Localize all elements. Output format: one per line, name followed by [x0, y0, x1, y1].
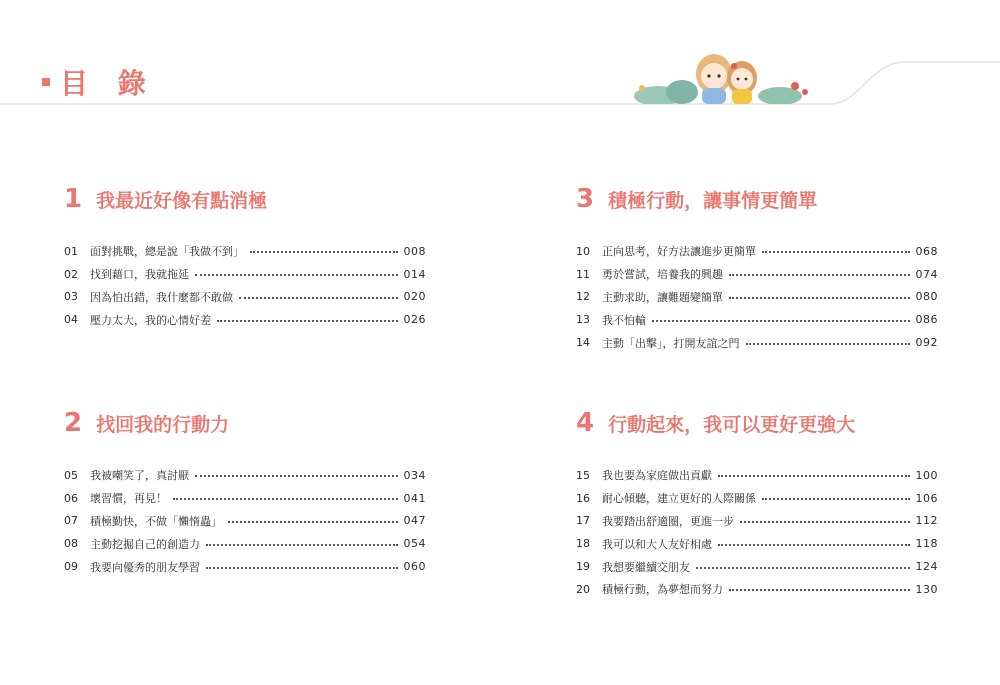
section-title: 行動起來，我可以更好更強大 [608, 414, 856, 436]
section-number: 1 [64, 184, 83, 214]
entry-number: 10 [576, 244, 590, 258]
entry-title: 因為怕出錯，我什麼都不敢做 [90, 290, 233, 304]
entry-number: 11 [576, 267, 590, 281]
entry-number: 16 [576, 491, 590, 505]
entry-number: 06 [64, 491, 78, 505]
entry-title: 我不怕輸 [602, 313, 646, 327]
entry-page: 054 [403, 537, 426, 551]
dot-leader [652, 320, 910, 322]
entry-title: 勇於嘗試，培養我的興趣 [602, 268, 723, 282]
dot-leader [718, 475, 910, 477]
entry-number: 18 [576, 537, 590, 551]
entry-page: 068 [915, 244, 938, 258]
entry-page: 008 [403, 244, 426, 258]
entry-page: 100 [915, 468, 938, 482]
entry-title: 正向思考，好方法讓進步更簡單 [602, 245, 756, 259]
entry-number: 02 [64, 267, 78, 281]
dot-leader [217, 320, 398, 322]
dot-leader [173, 498, 398, 500]
toc-entry[interactable] [576, 578, 938, 601]
cartoon-girls-illustration [630, 48, 830, 104]
dot-leader [729, 274, 910, 276]
entry-number: 20 [576, 582, 590, 596]
entry-title: 我被嘲笑了，真討厭 [90, 469, 189, 483]
entry-page: 092 [915, 336, 938, 350]
dot-leader [729, 589, 910, 591]
toc-heading-text: 目 錄 [60, 67, 156, 100]
entry-page: 080 [915, 290, 938, 304]
toc-entry[interactable] [64, 240, 426, 263]
section-number: 2 [64, 408, 83, 438]
section-header [576, 408, 938, 438]
entry-page: 074 [915, 267, 938, 281]
square-bullet-icon [42, 78, 50, 86]
entry-title: 主動求助，讓難題變簡單 [602, 290, 723, 304]
entry-title: 我可以和大人友好相處 [602, 537, 712, 551]
dot-leader [239, 297, 398, 299]
entry-title: 面對挑戰，總是說「我做不到」 [90, 245, 244, 259]
entry-number: 12 [576, 290, 590, 304]
entry-title: 主動「出擊」，打開友誼之門 [602, 336, 740, 350]
entry-number: 13 [576, 313, 590, 327]
toc-section-1 [64, 184, 426, 331]
toc-section-3 [576, 184, 938, 354]
dot-leader [206, 567, 398, 569]
entry-number: 07 [64, 514, 78, 528]
entry-page: 106 [915, 491, 938, 505]
dot-leader [729, 297, 910, 299]
entry-title: 壞習慣，再見！ [90, 492, 167, 506]
entry-number: 19 [576, 560, 590, 574]
entry-title: 積極勤快，不做「懶惰蟲」 [90, 514, 222, 528]
toc-entry[interactable] [576, 464, 938, 487]
toc-entry[interactable] [64, 510, 426, 533]
dot-leader [228, 521, 398, 523]
toc-entry[interactable] [64, 487, 426, 510]
entry-page: 026 [403, 313, 426, 327]
toc-entry[interactable] [576, 240, 938, 263]
entry-page: 041 [403, 491, 426, 505]
section-header [64, 408, 426, 438]
entry-page: 130 [915, 582, 938, 596]
entry-number: 17 [576, 514, 590, 528]
dot-leader [696, 567, 910, 569]
entry-page: 034 [403, 468, 426, 482]
toc-entry[interactable] [576, 555, 938, 578]
toc-entry[interactable] [576, 532, 938, 555]
toc-entry[interactable] [576, 331, 938, 354]
toc-entry[interactable] [576, 487, 938, 510]
toc-entry[interactable] [64, 263, 426, 286]
toc-entry[interactable] [576, 263, 938, 286]
section-header [576, 184, 938, 214]
entry-page: 060 [403, 560, 426, 574]
dot-leader [762, 498, 910, 500]
dot-leader [195, 475, 398, 477]
dot-leader [740, 521, 910, 523]
toc-section-2 [64, 408, 426, 578]
section-title: 我最近好像有點消極 [96, 190, 268, 212]
entry-title: 積極行動，為夢想而努力 [602, 583, 723, 597]
toc-entry[interactable] [64, 286, 426, 309]
dot-leader [195, 274, 398, 276]
dot-leader [206, 544, 398, 546]
entry-number: 05 [64, 468, 78, 482]
section-header [64, 184, 426, 214]
section-number: 4 [576, 408, 595, 438]
toc-entry[interactable] [64, 464, 426, 487]
entry-number: 14 [576, 336, 590, 350]
toc-entry[interactable] [576, 286, 938, 309]
entry-title: 我要踏出舒適圈，更進一步 [602, 514, 734, 528]
entry-number: 09 [64, 560, 78, 574]
entry-page: 112 [915, 514, 938, 528]
toc-entry[interactable] [576, 308, 938, 331]
toc-entry[interactable] [576, 510, 938, 533]
dot-leader [718, 544, 910, 546]
entry-title: 我也要為家庭做出貢獻 [602, 469, 712, 483]
entry-page: 124 [915, 560, 938, 574]
entry-title: 壓力太大，我的心情好差 [90, 313, 211, 327]
entry-title: 主動挖掘自己的創造力 [90, 537, 200, 551]
entry-title: 找到藉口，我就拖延 [90, 268, 189, 282]
entry-number: 04 [64, 313, 78, 327]
toc-heading [42, 62, 156, 102]
section-title: 積極行動，讓事情更簡單 [608, 190, 818, 212]
section-number: 3 [576, 184, 595, 214]
dot-leader [250, 251, 398, 253]
dot-leader [746, 343, 910, 345]
entry-page: 047 [403, 514, 426, 528]
header-arc-decoration [0, 0, 1000, 120]
entry-number: 15 [576, 468, 590, 482]
dot-leader [762, 251, 910, 253]
entry-page: 014 [403, 267, 426, 281]
entry-title: 我想要繼續交朋友 [602, 560, 690, 574]
section-title: 找回我的行動力 [96, 414, 230, 436]
entry-number: 01 [64, 244, 78, 258]
entry-page: 020 [403, 290, 426, 304]
entry-number: 03 [64, 290, 78, 304]
entry-page: 118 [915, 537, 938, 551]
entry-title: 我要向優秀的朋友學習 [90, 560, 200, 574]
toc-entry[interactable] [64, 532, 426, 555]
toc-entry[interactable] [64, 555, 426, 578]
entry-number: 08 [64, 537, 78, 551]
entry-page: 086 [915, 313, 938, 327]
entry-title: 耐心傾聽，建立更好的人際關係 [602, 492, 756, 506]
toc-entry[interactable] [64, 308, 426, 331]
toc-section-4 [576, 408, 938, 601]
